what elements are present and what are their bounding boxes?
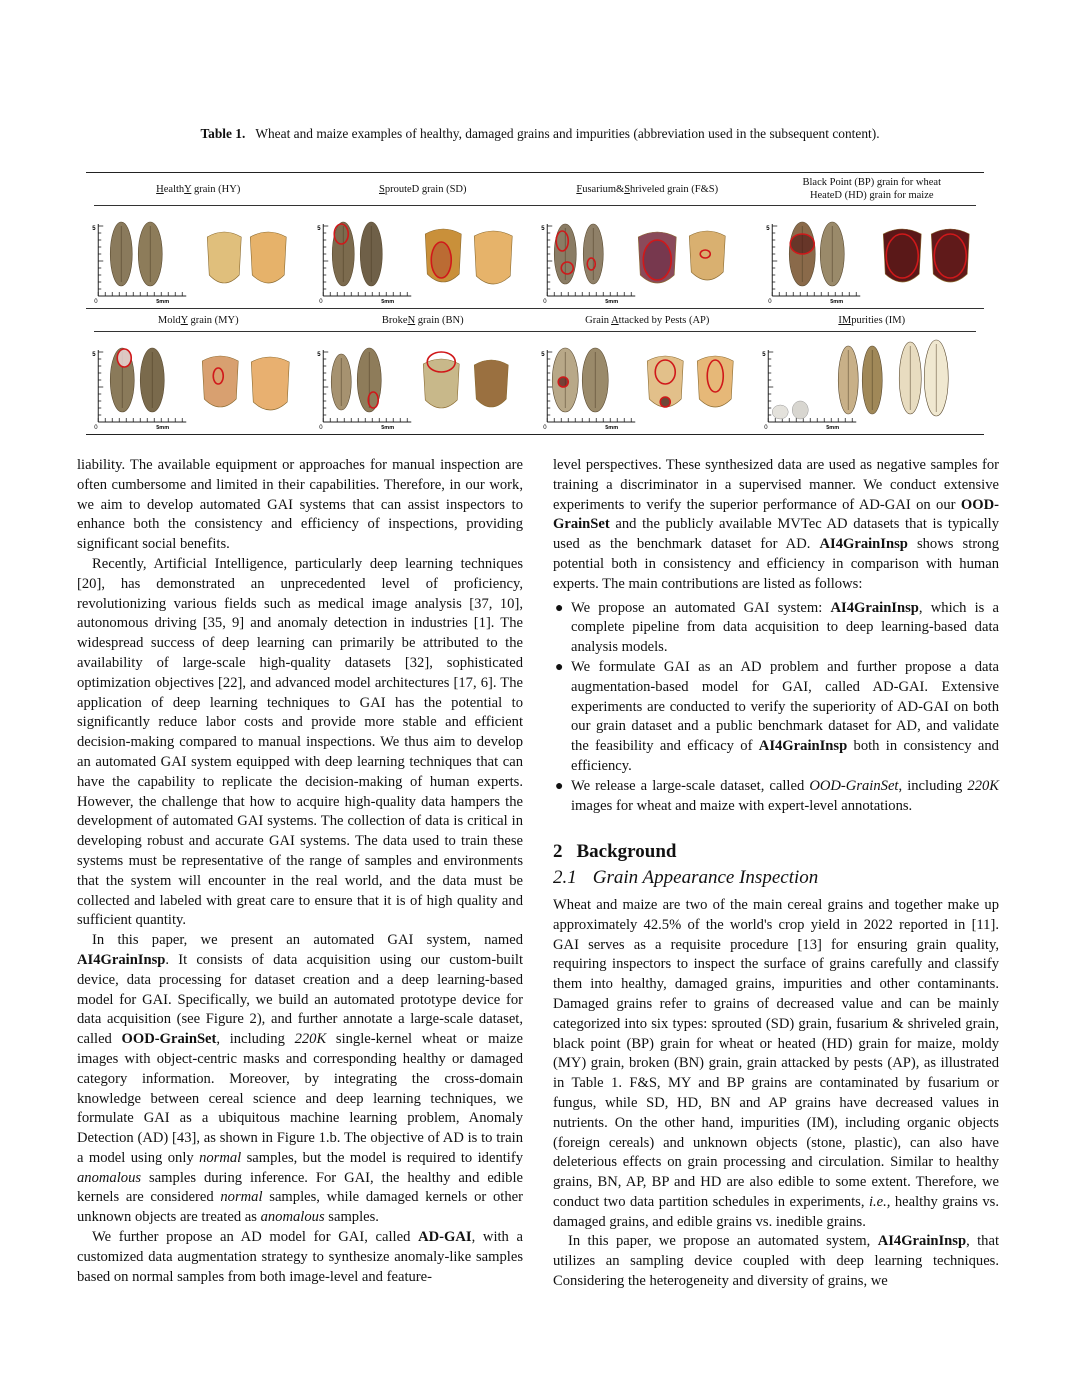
scale-five-label: 5 [316,352,321,358]
contribution-item: ● We formulate GAI as an AD problem and further propose a data augmentation-based model for GAI, called AD-GAI. Extensive experiments are conducted to verify the superiority of AD-GAI on both our grain dataset and a public benchmark dataset for AD, and validate the feasibility and efficacy of AI4GrainInsp both in consistency and efficiency. [555,658,999,774]
image-sprouted [311,206,536,308]
scale-five-label: 5 [92,352,96,358]
scale-zero-label: 0 [94,299,98,305]
header-broken: BrokeN grain (BN) [381,314,464,326]
maize-kernel [251,357,289,410]
defect-outline [558,377,568,387]
header-black-point: Black Point (BP) grain for wheat HeateD (HD) grain for maize [802,177,941,201]
left-paragraph-3: In this paper, we present an automated GAI system, named AI4GrainInsp. It consists of data acquisition using our custom-built device, data processing for dataset creation and a deep learning-based model for GAI. Specifically, we build an automated prototype device for data acquisition (see Figure 2), and further annotate a large-scale dataset, called OOD-GrainSet, including 220K single-kernel wheat or maize images with object-centric masks and corresponding healthy or damaged category information. Moreover, by integrating the cross-domain knowledge between cereal science and deep learning techniques, we formulate GAI as a ubiquitous machine learning problem, Anomaly Detection (AD) [43], as shown in Figure 1.b. The objective of AD is to train a model using only normal samples, but the model is required to identify anomalous samples during inference. For GAI, the healthy and edible kernels are considered normal samples, while damaged kernels or other unknown objects are treated as anomalous samples. [77,932,524,1226]
table-image-row-1 [86,206,984,308]
left-paragraph-2: Recently, Artificial Intelligence, particularly deep learning techniques [20], has demonstrated an unprecedented level of proficiency, revolutionizing various fields such as medical image analysis [37, 10], autonomous driving [35, 9] and anomaly detection in industries [1]. The widespread success of deep learning can primarily be attributed to the availability of large-scale high-quality datasets [32], sophisticated optimization objectives [22], and advanced model architectures [17, 6]. The application of deep learning techniques to GAI has the potential to significantly reduce labor costs and provide more stable and efficient decision-making compared to manual inspections. We thus aim to develop an automated GAI system equipped with deep learning techniques that can have the capability to replicate the decision-making of human experts. However, the challenge that how to acquire high-quality data hampers the development of automated GAI systems. The collection of data is critical in developing robust and accurate GAI systems. The data used to train these systems must be representative of the range of samples and environments that the system will encounter in the real world, and the data must be collected and labeled with great care to ensure that it is of high quality and sufficient quantity. [77,555,523,929]
maize-kernel [883,229,921,282]
image-healthy [86,206,311,308]
maize-kernel [474,360,508,407]
table-caption-label: Table 1. [200,126,246,141]
scale-zero-label: 0 [318,299,323,305]
header-moldy: MoldY grain (MY) [157,314,239,326]
scale-zero-label: 0 [94,425,98,431]
table-caption-text: Wheat and maize examples of healthy, damaged grains and impurities (abbreviation used in the subsequent content). [255,126,880,141]
maize-kernel [931,229,969,282]
right-paragraph-1: level perspectives. These synthesized data are used as negative samples for training a discriminator in a supervised manner. We conduct extensive experiments to verify the superior performance of AD-GAI on our OOD-GrainSet and the publicly available MVTec AD datasets that is typically used as the benchmark dataset for AD. AI4GrainInsp shows strong potential both in consistency and efficiency in comparison with human experts. The main contributions are listed as follows: [553,457,999,592]
image-impurities [760,332,985,434]
maize-kernel [207,232,241,283]
scale-mm-label: 5mm [825,425,839,431]
scale-zero-label: 0 [767,299,772,305]
table-header-row-1 [86,173,984,205]
scale-zero-label: 0 [763,425,768,431]
scale-mm-label: 5mm [829,299,843,305]
scale-mm-label: 5mm [605,299,619,305]
scale-zero-label: 0 [543,299,547,305]
image-pests [535,332,760,434]
left-paragraph-1: liability. The available equipment or approaches for manual inspection are often cumbersome and limited in their capabilities. Therefore, in our work, we aim to develop automated GAI systems that can assist inspectors to enhance both the consistency and efficiency of inspections, providing significant social benefits. [77,457,523,553]
scale-five-label: 5 [541,226,545,232]
scale-five-label: 5 [316,226,321,232]
scale-mm-label: 5mm [380,425,394,431]
impurity-object [792,401,808,419]
scale-zero-label: 0 [543,425,547,431]
right-column [553,456,999,1292]
scale-five-label: 5 [765,226,770,232]
defect-outline [431,242,451,278]
scale-mm-label: 5mm [156,299,170,305]
contributions-list [553,599,999,817]
impurity-object [772,405,788,419]
subsection-heading: 2.1 Grain Appearance Inspection [553,867,819,889]
maize-kernel [250,232,286,283]
table-header-row-2 [86,309,984,331]
scale-five-label: 5 [92,226,96,232]
header-fusarium: Fusarium&Shriveled grain (F&S) [576,183,719,195]
scale-mm-label: 5mm [605,425,619,431]
grain-examples-table [86,172,984,435]
maize-kernel [202,356,238,407]
image-moldy [86,332,311,434]
header-pests: Grain Attacked by Pests (AP) [585,314,710,326]
defect-outline [790,234,814,254]
scale-zero-label: 0 [318,425,323,431]
table-image-row-2 [86,332,984,434]
left-paragraph-4: We further propose an AD model for GAI, called AD-GAI, with a customized data augmentation strategy to synthesize anomaly-like samples based on normal samples from both image-level and feature- [77,1229,524,1285]
contribution-item: ● We propose an automated GAI system: AI4GrainInsp, which is a complete pipeline from data acquisition to deep learning-based data analysis models. [555,599,999,656]
defect-outline [660,397,670,407]
maize-kernel [689,231,725,280]
scale-mm-label: 5mm [156,425,170,431]
defect-outline [117,349,131,367]
header-healthy: HealthY grain (HY) [156,183,241,195]
defect-outline [643,240,671,280]
maize-kernel [474,231,512,284]
section-heading: 2 Background [553,841,677,863]
scale-five-label: 5 [541,352,545,358]
table-caption [0,126,1080,142]
scale-ruler [92,350,186,431]
left-column [77,456,523,1287]
right-paragraph-2: Wheat and maize are two of the main cereal grains and together make up approximately 42.5% of the world's crop yield in 2022 reported in [11]. GAI serves as a requisite procedure [13] for ensuring grain quality, requiring inspectors to inspect the surface of grains carefully and classify them into healthy, damaged grains, impurities and other contaminants. Damaged grains refer to grains of decreased value and can be mainly categorized into six types: sprouted (SD) grain, fusarium & shriveled grain, black point (BP) grain for wheat or heated (HD) grain for maize, moldy (MY) grain, broken (BN) grain, grain attacked by pests (AP), as illustrated in Table 1. F&S, MY and BP grains are contaminated by fusarium or fungus, while SD, HD, BN and AP grains have decreased values in nutrients. On the other hand, impurities (IM), including organic objects (foreign cereals) and unknown objects (stone, plastic), can also have deleterious effects on grain processing and circulation. Similar to healthy grains, BN, AP, BP and HD are also edible to some extent. Therefore, we conduct two data partition schedules in experiments, i.e., healthy grains vs. damaged grains, and edible grains vs. inedible grains. [553,896,999,1230]
header-sprouted: SprouteD grain (SD) [378,183,467,195]
maize-kernel [697,356,733,407]
image-broken [311,332,536,434]
scale-mm-label: 5mm [380,299,394,305]
header-impurities: IMpurities (IM) [838,314,906,326]
image-black-point [760,206,985,308]
image-fusarium [535,206,760,308]
right-paragraph-3: In this paper, we propose an automated system, AI4GrainInsp, that utilizes an sampling device coupled with deep learning techniques. Considering the heterogeneity and diversity of grains, we [553,1233,999,1290]
scale-five-label: 5 [761,352,766,358]
contribution-item: ● We release a large-scale dataset, called OOD-GrainSet, including 220K images for wheat and maize with expert-level annotations. [555,777,1000,814]
